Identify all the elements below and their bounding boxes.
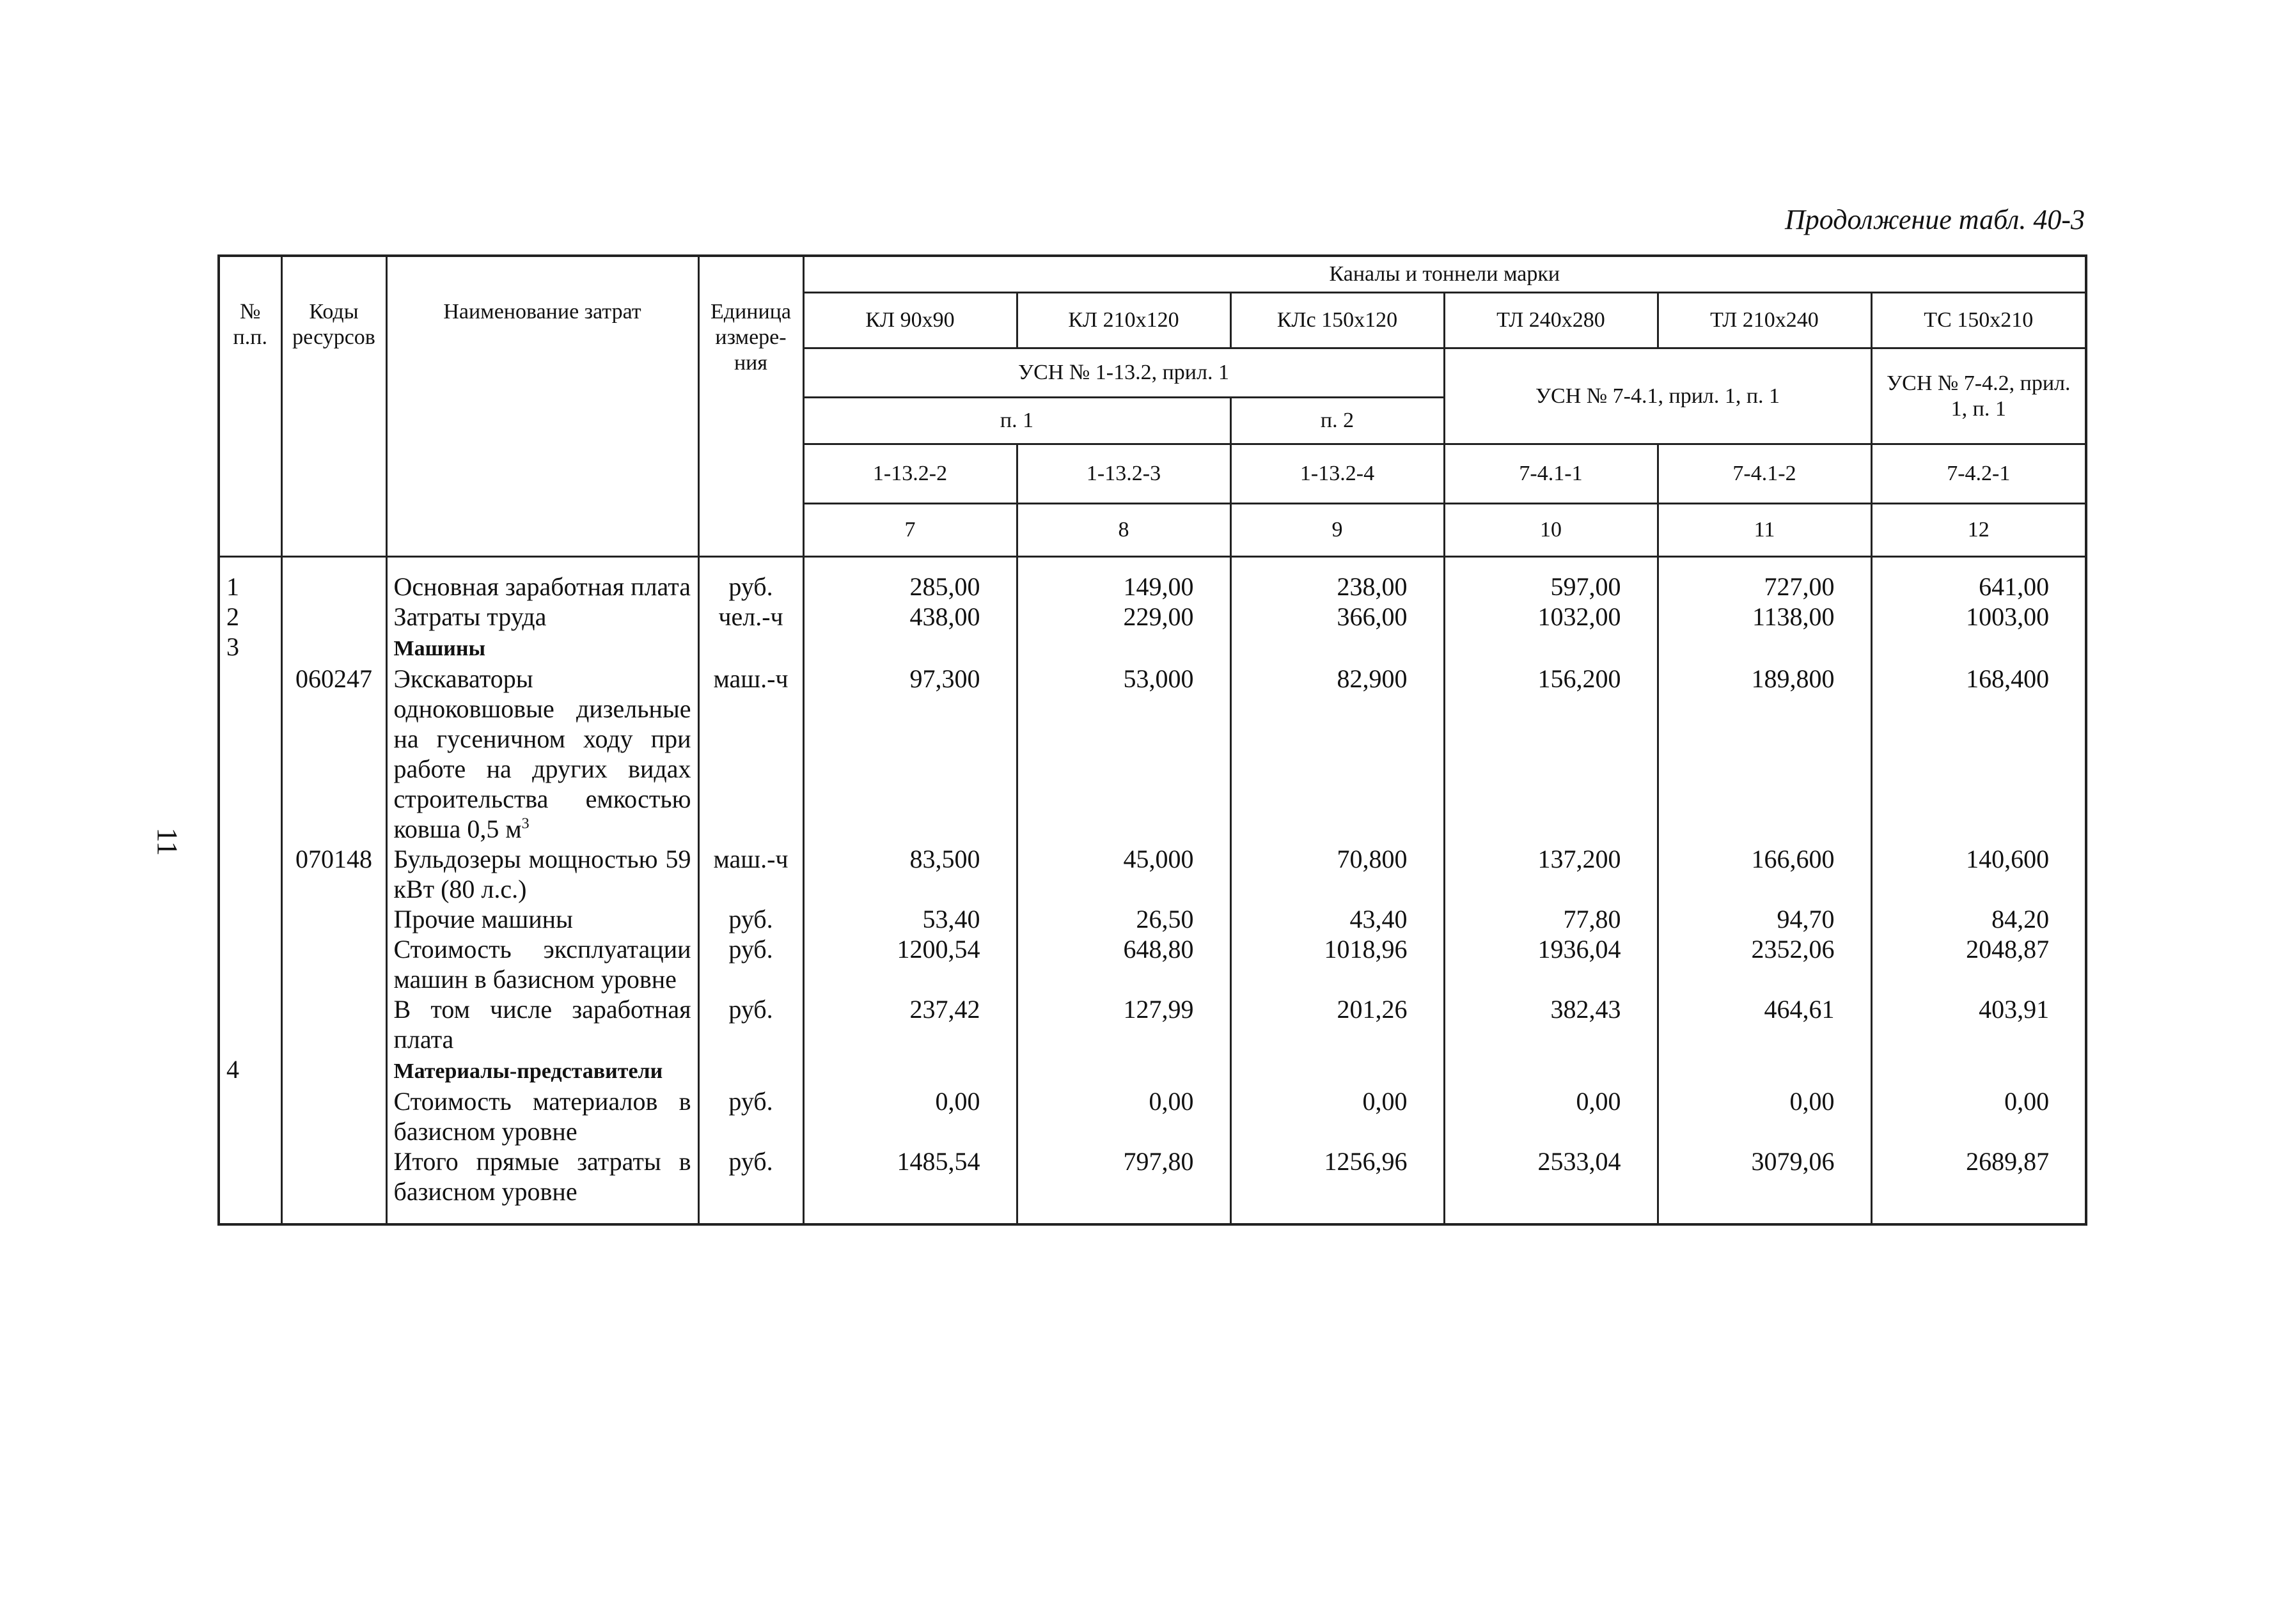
header-code: Коды ресурсов — [281, 256, 386, 557]
unit: руб. — [698, 904, 803, 934]
table-header — [219, 256, 2086, 557]
cost-name-text: Стоимость эксплуатации машин в базисном уровне — [393, 935, 691, 994]
header-mark: КЛ 90x90 — [803, 293, 1017, 348]
value-cell: 1485,54 — [803, 1146, 1017, 1224]
header-rate-code: 1-13.2-4 — [1230, 444, 1444, 504]
header-rate-code: 7-4.2-1 — [1871, 444, 2086, 504]
value-cell: 140,600 — [1871, 844, 2086, 904]
header-colnum: 8 — [1017, 504, 1230, 557]
value-cell: 201,26 — [1230, 994, 1444, 1054]
resource-code — [281, 934, 386, 994]
value-cell: 648,80 — [1017, 934, 1230, 994]
header-group: Каналы и тоннели марки — [803, 256, 2086, 293]
value-cell: 2533,04 — [1444, 1146, 1658, 1224]
row-number — [219, 664, 281, 844]
cost-name-text: Машины — [393, 637, 486, 660]
unit — [698, 632, 803, 664]
table-caption: Продолжение табл. 40-3 — [1785, 204, 2085, 235]
value-cell — [803, 632, 1017, 664]
row-number — [219, 904, 281, 934]
value-cell: 3079,06 — [1658, 1146, 1871, 1224]
value-cell: 366,00 — [1230, 602, 1444, 632]
cost-name — [386, 904, 698, 934]
row-number — [219, 844, 281, 904]
table-row — [219, 1146, 2086, 1224]
header-unit: Единица измере-ния — [698, 256, 803, 557]
value-cell — [1444, 1054, 1658, 1086]
value-cell: 53,000 — [1017, 664, 1230, 844]
value-cell: 2048,87 — [1871, 934, 2086, 994]
cost-name — [386, 1054, 698, 1086]
table-body — [219, 557, 2086, 1225]
value-cell: 1200,54 — [803, 934, 1017, 994]
row-number — [219, 994, 281, 1054]
value-cell: 43,40 — [1230, 904, 1444, 934]
row-number: 4 — [219, 1054, 281, 1086]
value-cell — [1658, 632, 1871, 664]
value-cell: 0,00 — [1444, 1086, 1658, 1146]
value-cell: 2689,87 — [1871, 1146, 2086, 1224]
value-cell: 438,00 — [803, 602, 1017, 632]
unit: маш.-ч — [698, 664, 803, 844]
value-cell: 229,00 — [1017, 602, 1230, 632]
value-cell: 156,200 — [1444, 664, 1658, 844]
cost-name — [386, 994, 698, 1054]
value-cell — [1017, 632, 1230, 664]
cost-name — [386, 632, 698, 664]
resource-code — [281, 1146, 386, 1224]
value-cell: 45,000 — [1017, 844, 1230, 904]
cost-name — [386, 557, 698, 602]
value-cell: 1138,00 — [1658, 602, 1871, 632]
value-cell: 238,00 — [1230, 557, 1444, 602]
header-mark: ТЛ 210x240 — [1658, 293, 1871, 348]
cost-name — [386, 1086, 698, 1146]
value-cell: 94,70 — [1658, 904, 1871, 934]
value-cell: 237,42 — [803, 994, 1017, 1054]
header-mark: КЛс 150x120 — [1230, 293, 1444, 348]
header-colnum: 7 — [803, 504, 1017, 557]
value-cell: 1018,96 — [1230, 934, 1444, 994]
resource-code: 060247 — [281, 664, 386, 844]
value-cell: 1032,00 — [1444, 602, 1658, 632]
cost-name — [386, 664, 698, 844]
row-number: 1 — [219, 557, 281, 602]
header-name: Наименование затрат — [386, 256, 698, 557]
value-cell: 727,00 — [1658, 557, 1871, 602]
header-usn-3: УСН № 7-4.2, прил. 1, п. 1 — [1871, 348, 2086, 444]
value-cell: 797,80 — [1017, 1146, 1230, 1224]
resource-code — [281, 557, 386, 602]
value-cell: 0,00 — [1871, 1086, 2086, 1146]
value-cell: 26,50 — [1017, 904, 1230, 934]
value-cell: 403,91 — [1871, 994, 2086, 1054]
row-number — [219, 1146, 281, 1224]
header-colnum: 11 — [1658, 504, 1871, 557]
header-colnum: 9 — [1230, 504, 1444, 557]
header-colnum: 12 — [1871, 504, 2086, 557]
row-number — [219, 1086, 281, 1146]
value-cell: 77,80 — [1444, 904, 1658, 934]
value-cell: 82,900 — [1230, 664, 1444, 844]
unit: чел.-ч — [698, 602, 803, 632]
value-cell — [1444, 632, 1658, 664]
unit: руб. — [698, 1146, 803, 1224]
value-cell: 464,61 — [1658, 994, 1871, 1054]
value-cell: 1256,96 — [1230, 1146, 1444, 1224]
value-cell — [1871, 1054, 2086, 1086]
value-cell: 597,00 — [1444, 557, 1658, 602]
value-cell: 189,800 — [1658, 664, 1871, 844]
cost-name-text: Прочие машины — [393, 905, 573, 933]
value-cell: 70,800 — [1230, 844, 1444, 904]
header-rate-code: 7-4.1-2 — [1658, 444, 1871, 504]
resource-code — [281, 1054, 386, 1086]
value-cell — [803, 1054, 1017, 1086]
value-cell: 83,500 — [803, 844, 1017, 904]
cost-name — [386, 602, 698, 632]
value-cell: 137,200 — [1444, 844, 1658, 904]
cost-name-text: Основная заработная плата — [393, 572, 691, 601]
row-number: 3 — [219, 632, 281, 664]
resource-code — [281, 632, 386, 664]
header-colnum: 10 — [1444, 504, 1658, 557]
value-cell — [1658, 1054, 1871, 1086]
value-cell: 0,00 — [1230, 1086, 1444, 1146]
value-cell: 382,43 — [1444, 994, 1658, 1054]
resource-code — [281, 602, 386, 632]
unit-superscript: 3 — [521, 815, 530, 832]
header-rate-code: 1-13.2-3 — [1017, 444, 1230, 504]
value-cell: 84,20 — [1871, 904, 2086, 934]
cost-name-text: Стоимость материалов в базисном уровне — [393, 1087, 691, 1146]
table-row — [219, 1054, 2086, 1086]
header-rate-code: 7-4.1-1 — [1444, 444, 1658, 504]
value-cell: 97,300 — [803, 664, 1017, 844]
value-cell: 127,99 — [1017, 994, 1230, 1054]
value-cell: 1003,00 — [1871, 602, 2086, 632]
header-mark: КЛ 210x120 — [1017, 293, 1230, 348]
cost-name — [386, 844, 698, 904]
header-usn-1: УСН № 1-13.2, прил. 1 — [803, 348, 1444, 398]
value-cell: 2352,06 — [1658, 934, 1871, 994]
value-cell: 0,00 — [1658, 1086, 1871, 1146]
value-cell — [1230, 632, 1444, 664]
cost-name-text: Итого прямые затраты в базисном уровне — [393, 1147, 691, 1206]
value-cell: 166,600 — [1658, 844, 1871, 904]
unit: руб. — [698, 994, 803, 1054]
header-p1: п. 1 — [803, 398, 1230, 444]
cost-name — [386, 934, 698, 994]
table-row — [219, 844, 2086, 904]
table-row — [219, 934, 2086, 994]
value-cell: 285,00 — [803, 557, 1017, 602]
unit: руб. — [698, 557, 803, 602]
resource-code — [281, 1086, 386, 1146]
table-row — [219, 904, 2086, 934]
row-number: 2 — [219, 602, 281, 632]
cost-name-text: Бульдозеры мощностью 59 кВт (80 л.с.) — [393, 845, 691, 903]
value-cell: 53,40 — [803, 904, 1017, 934]
value-cell — [1017, 1054, 1230, 1086]
value-cell: 0,00 — [803, 1086, 1017, 1146]
value-cell: 1936,04 — [1444, 934, 1658, 994]
table-row — [219, 557, 2086, 602]
table-row — [219, 994, 2086, 1054]
unit — [698, 1054, 803, 1086]
table-row — [219, 664, 2086, 844]
cost-name-text: Материалы-представители — [393, 1059, 663, 1083]
unit: руб. — [698, 934, 803, 994]
unit: маш.-ч — [698, 844, 803, 904]
table-row — [219, 602, 2086, 632]
cost-name-text: Экскаваторы одноковшовые дизельные на гусеничном ходу при работе на других видах строительства емкостью ковша 0,5 м — [393, 664, 691, 843]
page-number: 11 — [151, 827, 184, 856]
value-cell — [1871, 632, 2086, 664]
cost-name — [386, 1146, 698, 1224]
table-row — [219, 632, 2086, 664]
cost-table — [217, 254, 2087, 1226]
header-p2: п. 2 — [1230, 398, 1444, 444]
value-cell: 168,400 — [1871, 664, 2086, 844]
row-number — [219, 934, 281, 994]
header-mark: ТС 150x210 — [1871, 293, 2086, 348]
unit: руб. — [698, 1086, 803, 1146]
table-row — [219, 1086, 2086, 1146]
header-rate-code: 1-13.2-2 — [803, 444, 1017, 504]
header-no: № п.п. — [219, 256, 281, 557]
resource-code: 070148 — [281, 844, 386, 904]
value-cell: 149,00 — [1017, 557, 1230, 602]
resource-code — [281, 994, 386, 1054]
header-usn-2: УСН № 7-4.1, прил. 1, п. 1 — [1444, 348, 1871, 444]
resource-code — [281, 904, 386, 934]
value-cell — [1230, 1054, 1444, 1086]
cost-name-text: В том числе заработная плата — [393, 995, 691, 1054]
header-mark: ТЛ 240x280 — [1444, 293, 1658, 348]
value-cell: 0,00 — [1017, 1086, 1230, 1146]
cost-name-text: Затраты труда — [393, 602, 547, 631]
value-cell: 641,00 — [1871, 557, 2086, 602]
